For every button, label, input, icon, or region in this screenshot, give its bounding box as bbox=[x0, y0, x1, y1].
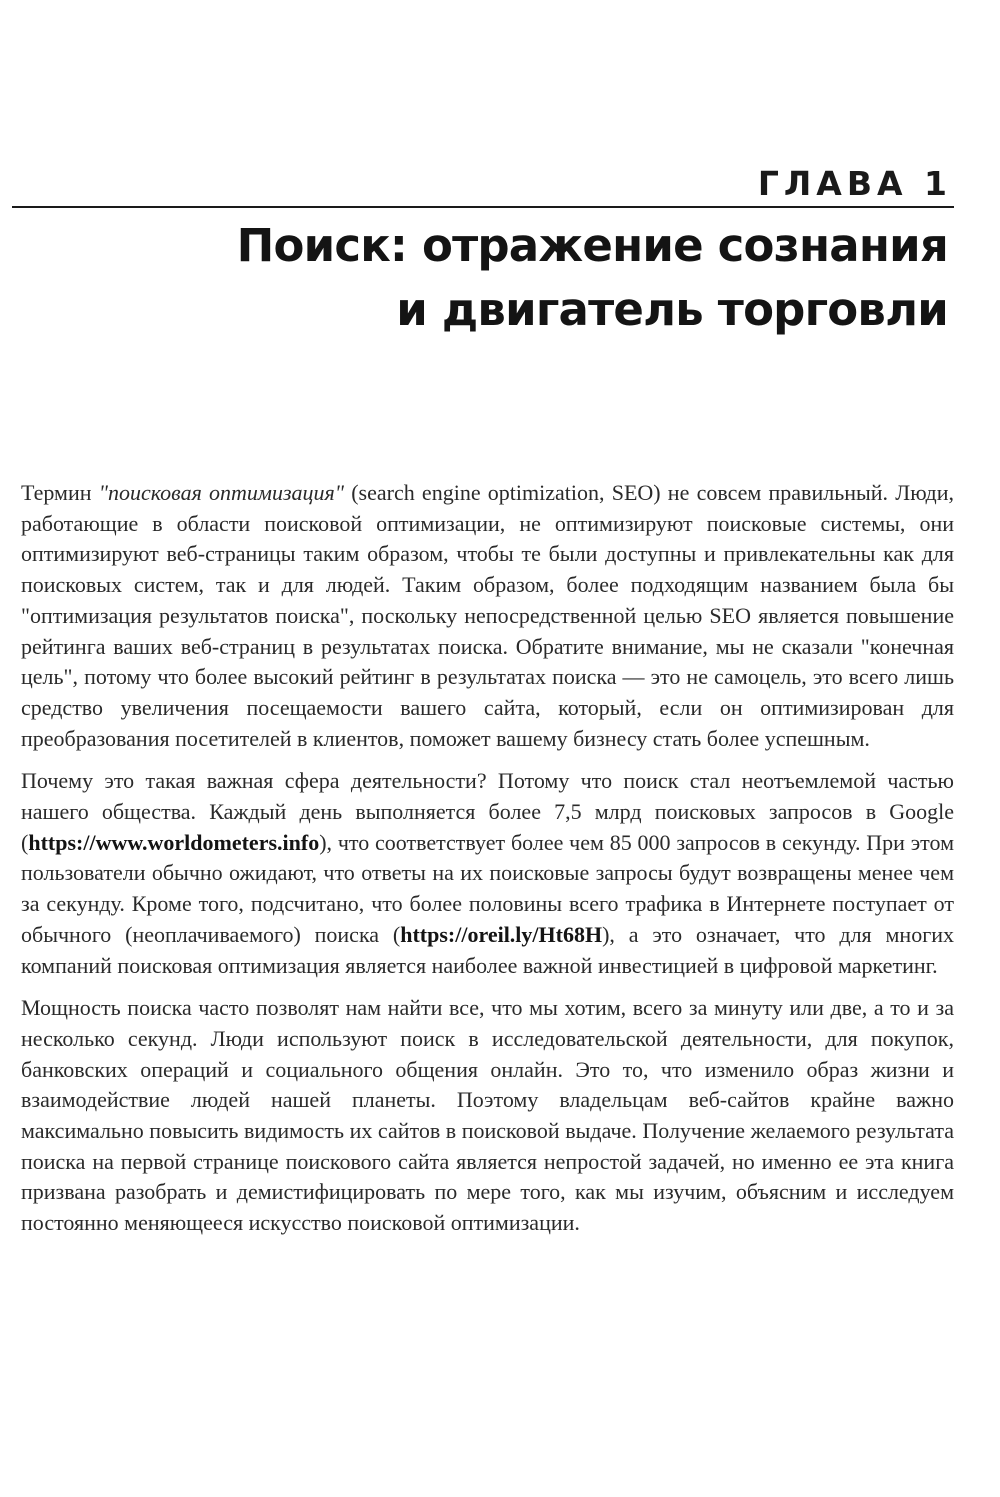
term-emphasis: "поисковая оптимизация" bbox=[98, 480, 344, 505]
worldometers-link[interactable]: https://www.worldometers.info bbox=[28, 829, 320, 855]
chapter-number-label: ГЛАВА 1 bbox=[757, 164, 952, 203]
paragraph-3 bbox=[21, 993, 954, 1239]
chapter-body bbox=[21, 478, 954, 1251]
paragraph-2-text-c: ), а это означает, что для многих компаний поисковая оптимизация является наиболее важной инвестицией в цифровой маркетинг. bbox=[21, 921, 954, 978]
paragraph-3-text: Мощность поиска часто позволят нам найти все, что мы хотим, всего за минуту или две, а то и за несколько секунд. Люди используют поиск в исследовательской деятельности, для покупок, банковских операций и социального общения онлайн. Это то, что изменило образ жизни и взаимодействие людей нашей планеты. Поэтому владельцам веб-сайтов крайне важно максимально повысить видимость их сайтов в поисковой выдаче. Получение желаемого результата поиска на первой странице поискового сайта является непростой задачей, но именно ее эта книга призвана разобрать и демистифицировать по мере того, как мы изучим, объясним и исследуем постоянно меняющееся искусство поисковой оптимизации. bbox=[21, 995, 954, 1236]
chapter-divider-rule bbox=[12, 206, 954, 208]
chapter-title-line-2: и двигатель торговли bbox=[396, 283, 948, 336]
oreil-link[interactable]: https://oreil.ly/Ht68H bbox=[400, 921, 603, 947]
paragraph-2-text-a: Почему это такая важная сфера деятельности? Потому что поиск стал неотъемлемой частью нашего общества. Каждый день выполняется более 7,5 млрд поисковых запросов в Google ( bbox=[21, 768, 954, 855]
chapter-title bbox=[48, 214, 948, 342]
paragraph-1-text-b: (search engine optimization, SEO) не совсем правильный. Люди, работающие в области поисковой оптимизации, не оптимизируют поисковые системы, они оптимизируют веб-страницы таким образом, чтобы те были доступны и привлекательны как для поисковых систем, так и для людей. Таким образом, более подходящим названием была бы "оптимизация результатов поиска", поскольку непосредственной целью SEO является повышение рейтинга ваших веб-страниц в результатах поиска. Обратите внимание, мы не сказали "конечная цель", потому что более высокий рейтинг в результатах поиска — это не самоцель, это всего лишь средство увеличения посещаемости вашего сайта, который, если он оптимизирован для преобразования посетителей в клиентов, поможет вашему бизнесу стать более успешным. bbox=[21, 480, 954, 751]
paragraph-2 bbox=[21, 766, 954, 981]
paragraph-1-text-a: Термин bbox=[21, 480, 99, 505]
paragraph-2-text-b: ), что соответствует более чем 85 000 запросов в секунду. При этом пользователи обычно ожидают, что ответы на их поисковые запросы будут возвращены менее чем за секунду. Кроме того, подсчитано, что более половины всего трафика в Интернете поступает от обычного (неоплачиваемого) поиска ( bbox=[21, 829, 954, 947]
chapter-title-line-1: Поиск: отражение сознания bbox=[236, 219, 948, 272]
paragraph-1 bbox=[21, 478, 954, 754]
